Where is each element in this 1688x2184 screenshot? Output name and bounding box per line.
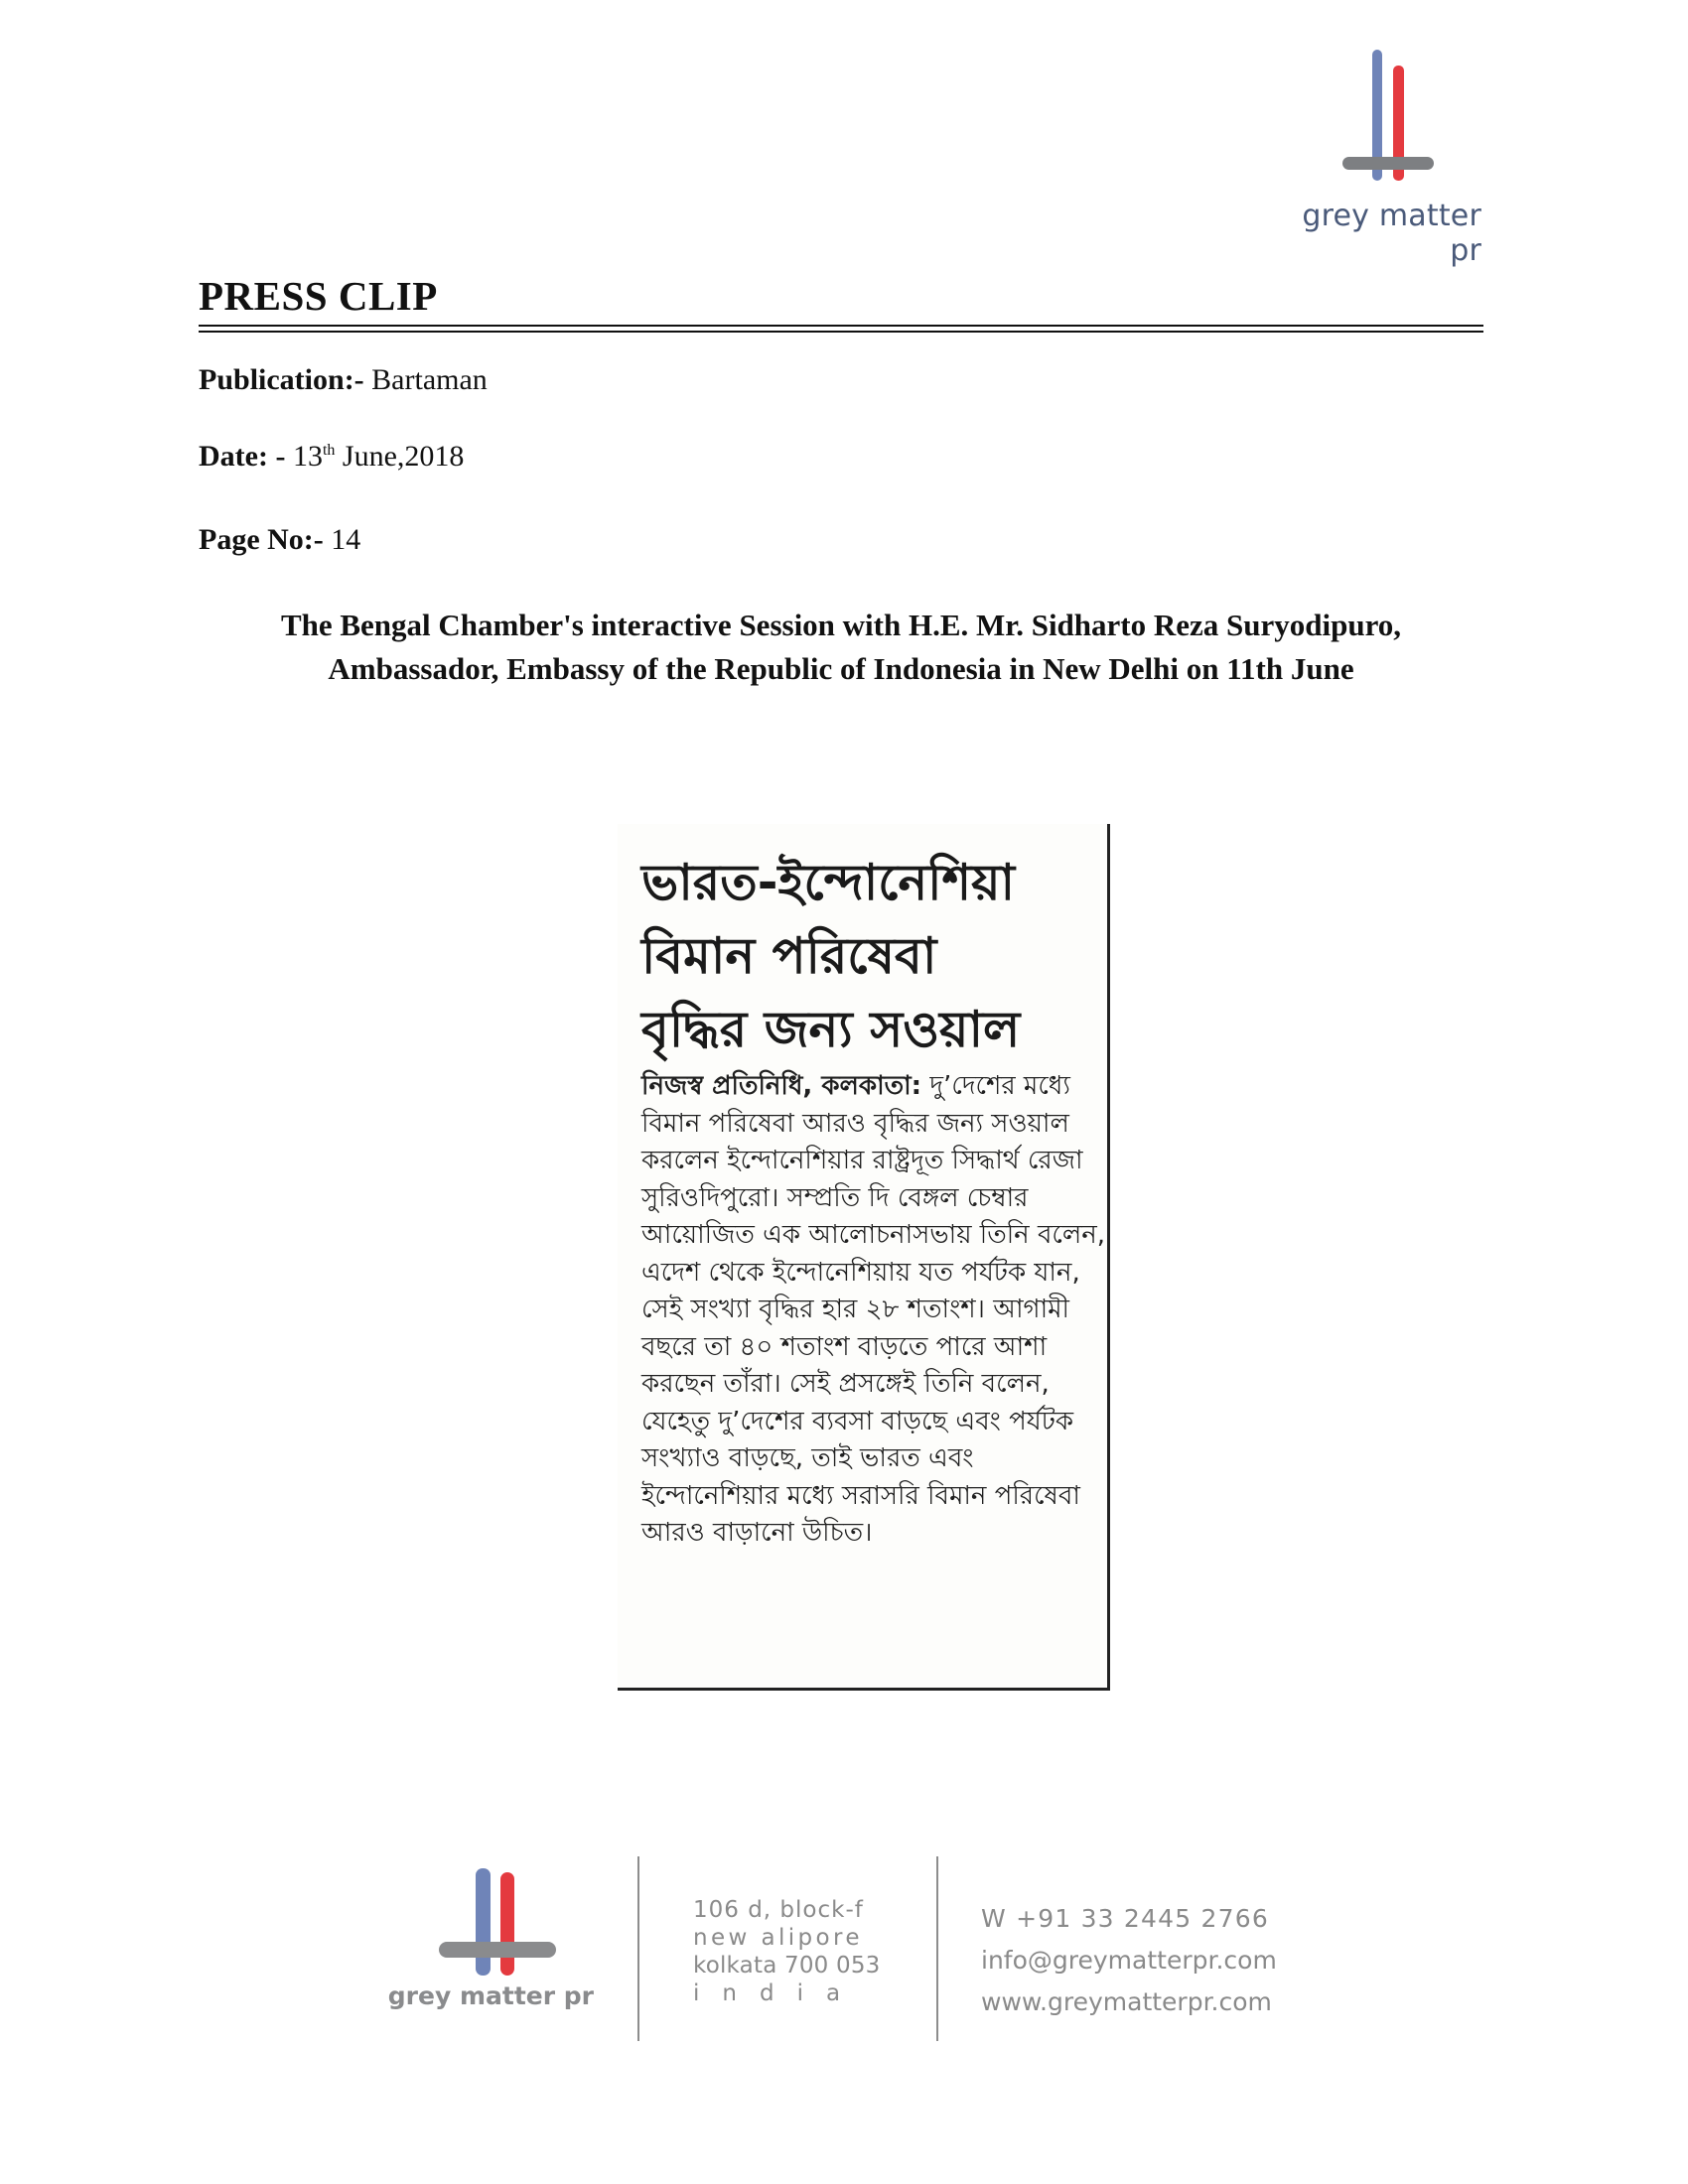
publication-value: Bartaman [371,363,488,396]
footer-contact [981,1898,1319,2023]
clipping-headline-line-3: বৃদ্ধির জন্য সওয়াল [641,1001,1021,1058]
footer-divider-1 [637,1856,639,2041]
date-label: Date: - [199,440,286,473]
publication-label: Publication:- [199,363,364,396]
footer-logo [375,1856,594,2015]
footer-address [693,1896,912,2007]
date-line [199,440,464,474]
footer-logo-mark-icon [439,1856,538,1979]
footer-logo-text: grey matter pr [387,1981,594,2010]
address-line-1: 106 d, block-f [693,1897,864,1923]
event-headline-line-1: The Bengal Chamber's interactive Session with H.E. Mr. Sidharto Reza Suryodipuro, [280,608,1402,642]
clipping-body [641,1068,1110,1553]
page-label: Page No:- [199,523,324,556]
page-value: 14 [331,523,361,556]
event-headline-line-2: Ambassador, Embassy of the Republic of Indonesia in New Delhi on 11th June [328,651,1354,686]
logo-gray-bar [1342,157,1434,170]
footer-logo-red-bar [500,1872,514,1976]
address-line-3: kolkata 700 053 [693,1953,881,1979]
footer-divider-2 [936,1856,938,2041]
page-line [199,523,360,557]
newspaper-clipping [618,824,1110,1691]
footer-logo-gray-bar [439,1942,556,1958]
contact-email: info@greymatterpr.com [981,1946,1277,1975]
page-title: PRESS CLIP [199,273,438,319]
logo-text: grey matter pr [1302,199,1481,268]
publication-line [199,363,488,397]
clipping-byline: নিজস্ব প্রতিনিধি, কলকাতা: [641,1071,922,1101]
contact-website: www.greymatterpr.com [981,1987,1272,2016]
clipping-headline [641,846,1108,1066]
address-line-4: india [693,1980,864,2006]
contact-phone: W +91 33 2445 2766 [981,1904,1269,1933]
address-line-2: new alipore [693,1925,863,1951]
date-rest: June,2018 [342,440,465,473]
event-headline [199,604,1483,691]
clipping-text: দু’দেশের মধ্যে বিমান পরিষেবা আরও বৃদ্ধির জন্য সওয়াল করলেন ইন্দোনেশিয়ার রাষ্ট্রদূত সিদ্ধার্থ রেজা সুরিওদিপুরো। সম্প্রতি দি বেঙ্গল চেম্বার আয়োজিত এক আলোচনাসভায় তিনি বলেন, এদেশ থেকে ইন্দোনেশিয়ায় যত পর্যটক যান, সেই সংখ্যা বৃদ্ধির হার ২৮ শতাংশ। আগামী বছরে তা ৪০ শতাংশ বাড়তে পারে আশা করছেন তাঁরা। সেই প্রসঙ্গেই তিনি বলেন, যেহেতু দু’দেশের ব্যবসা বাড়ছে এবং পর্যটক সংখ্যাও বাড়ছে, তাই ভারত এবং ইন্দোনেশিয়ার মধ্যে সরাসরি বিমান পরিষেবা আরও বাড়ানো উচিত। [641,1071,1106,1548]
logo-mark-icon [1342,50,1452,189]
date-day: 13 [292,440,323,473]
title-rule-bottom [199,331,1483,333]
title-rule-top [199,325,1483,327]
clipping-headline-line-1: ভারত-ইন্দোনেশিয়া [641,854,1016,911]
clipping-headline-line-2: বিমান পরিষেবা [641,927,937,985]
footer-logo-blue-bar [476,1868,491,1976]
date-suffix: th [322,442,336,459]
header-logo [1287,50,1481,268]
